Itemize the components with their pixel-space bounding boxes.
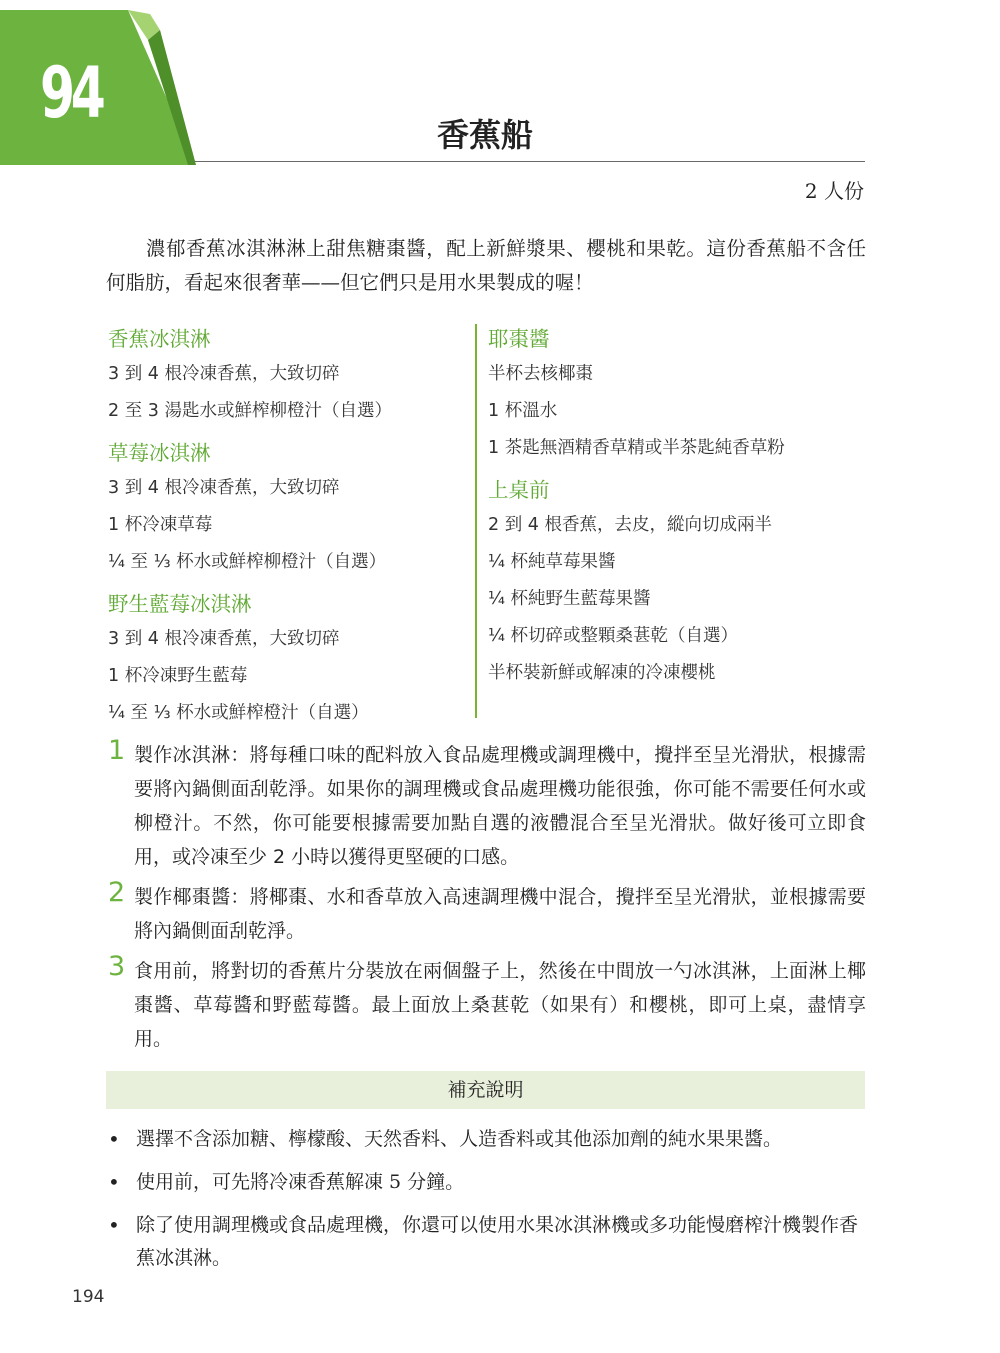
ingredient-group: [108, 436, 468, 581]
note-text: 使用前，可先將冷凍香蕉解凍 5 分鐘。: [136, 1171, 465, 1193]
ingredient-item: ¼ 至 ⅓ 杯水或鮮榨橙汁（自選）: [108, 703, 369, 723]
ingredient-item: 2 到 4 根香蕉，去皮，縱向切成兩半: [488, 515, 772, 535]
note-text: 除了使用調理機或食品處理機，你還可以使用水果冰淇淋機或多功能慢磨榨汁機製作香蕉冰淇淋。: [136, 1214, 859, 1269]
ingredient-group: [108, 322, 468, 430]
steps-list: [106, 735, 866, 1062]
title-rule: [195, 161, 865, 162]
note-item: [106, 1123, 866, 1156]
ingredient-group-title: 野生藍莓冰淇淋: [108, 592, 252, 616]
ingredients-right-column: [488, 322, 868, 698]
ingredient-item: 2 至 3 湯匙水或鮮榨柳橙汁（自選）: [108, 401, 392, 421]
ingredient-item: 半杯去核椰棗: [488, 364, 593, 384]
ingredient-group-title: 上桌前: [488, 478, 550, 502]
ingredient-item: ¼ 杯切碎或整顆桑葚乾（自選）: [488, 626, 739, 646]
page-number: 194: [72, 1287, 105, 1307]
step-1: [106, 735, 866, 874]
ingredients-left-column: [108, 322, 468, 738]
recipe-number: 94: [40, 52, 102, 134]
ingredient-item: 1 杯溫水: [488, 401, 558, 421]
ingredient-group: [488, 322, 868, 467]
ingredient-item: ¼ 杯純草莓果醬: [488, 552, 616, 572]
notes-list: [106, 1123, 866, 1285]
note-text: 選擇不含添加糖、檸檬酸、天然香料、人造香料或其他添加劑的純水果果醬。: [136, 1128, 783, 1150]
ingredient-group-title: 草莓冰淇淋: [108, 441, 211, 465]
note-item: [106, 1209, 866, 1275]
ingredient-group-title: 耶棗醬: [488, 327, 550, 351]
notes-header: [106, 1071, 865, 1109]
step-2: [106, 877, 866, 948]
ingredient-item: 3 到 4 根冷凍香蕉，大致切碎: [108, 364, 340, 384]
bullet-icon: •: [108, 1127, 120, 1151]
ingredient-item: 1 杯冷凍草莓: [108, 515, 213, 535]
bullet-icon: •: [108, 1170, 120, 1194]
ingredient-item: 1 杯冷凍野生藍莓: [108, 666, 248, 686]
column-divider: [475, 324, 477, 718]
bullet-icon: •: [108, 1213, 120, 1237]
page-title: 香蕉船: [436, 116, 533, 154]
servings: 2 人份: [804, 179, 864, 203]
ingredient-item: ¼ 至 ⅓ 杯水或鮮榨柳橙汁（自選）: [108, 552, 387, 572]
ingredient-group: [108, 587, 468, 732]
step-text: 製作椰棗醬：將椰棗、水和香草放入高速調理機中混合，攪拌至呈光滑狀，並根據需要將內鍋側面刮乾淨。: [134, 886, 866, 942]
step-number: 1: [108, 735, 126, 766]
ingredient-item: 1 茶匙無酒精香草精或半茶匙純香草粉: [488, 438, 785, 458]
note-item: [106, 1166, 866, 1199]
notes-title: 補充說明: [447, 1079, 524, 1101]
ingredient-item: ¼ 杯純野生藍莓果醬: [488, 589, 651, 609]
intro-paragraph: 濃郁香蕉冰淇淋淋上甜焦糖棗醬，配上新鮮漿果、櫻桃和果乾。這份香蕉船不含任何脂肪，看起來很奢華——但它們只是用水果製成的喔！: [106, 237, 866, 294]
step-number: 3: [108, 951, 126, 982]
step-number: 2: [108, 877, 126, 908]
ingredient-group-title: 香蕉冰淇淋: [108, 327, 211, 351]
ingredient-item: 3 到 4 根冷凍香蕉，大致切碎: [108, 629, 340, 649]
step-3: [106, 951, 866, 1056]
step-text: 食用前，將對切的香蕉片分裝放在兩個盤子上，然後在中間放一勺冰淇淋，上面淋上椰棗醬、草莓醬和野藍莓醬。最上面放上桑葚乾（如果有）和櫻桃，即可上桌，盡情享用。: [134, 960, 866, 1050]
step-text: 製作冰淇淋：將每種口味的配料放入食品處理機或調理機中，攪拌至呈光滑狀，根據需要將內鍋側面刮乾淨。如果你的調理機或食品處理機功能很強，你可能不需要任何水或柳橙汁。不然，你可能要根據需要加點自選的液體混合至呈光滑狀。做好後可立即食用，或冷凍至少 2 小時以獲得更堅硬的口感。: [134, 744, 866, 868]
ingredient-group: [488, 473, 868, 692]
ingredient-item: 3 到 4 根冷凍香蕉，大致切碎: [108, 478, 340, 498]
ingredient-item: 半杯裝新鮮或解凍的冷凍櫻桃: [488, 663, 716, 683]
